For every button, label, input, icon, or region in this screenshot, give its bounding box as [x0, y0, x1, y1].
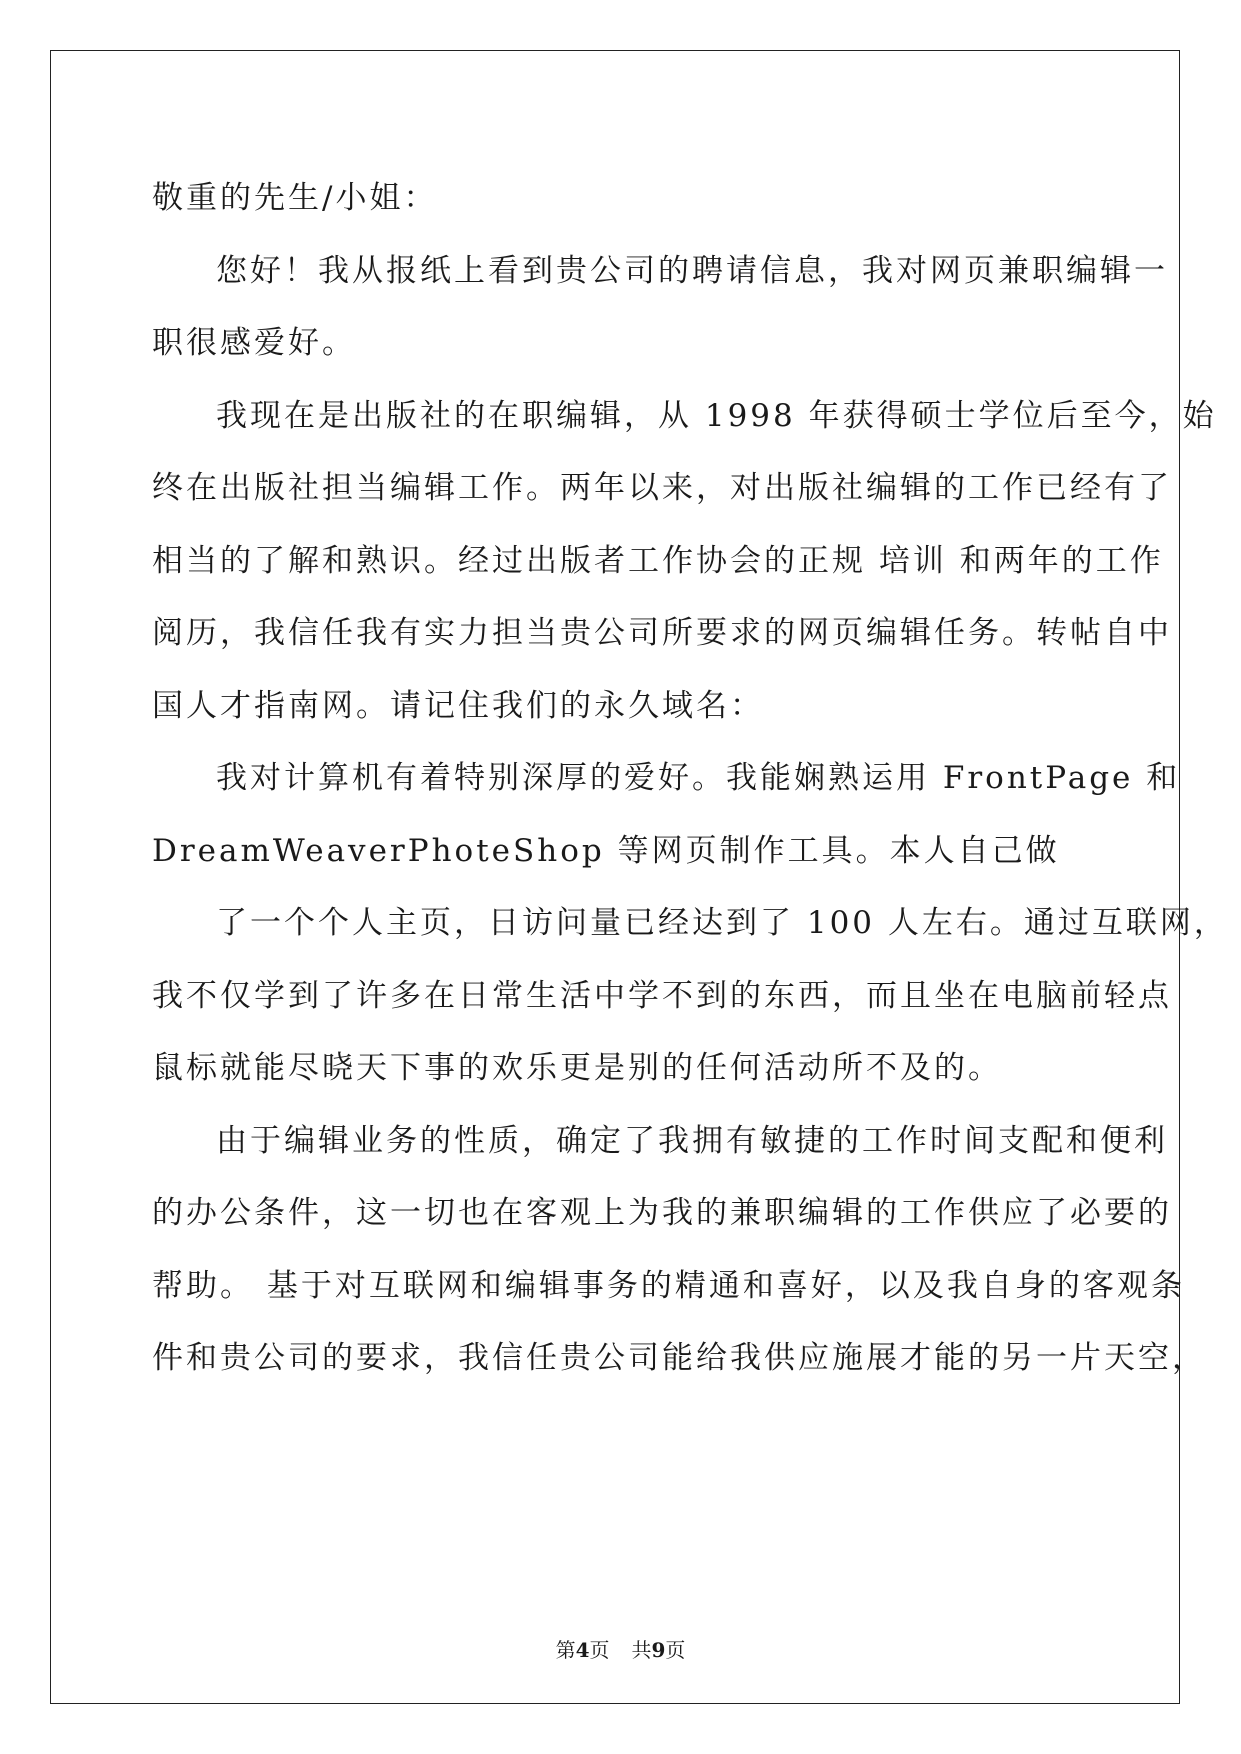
page-number: 4 [575, 1638, 590, 1662]
text-line: DreamWeaverPhoteShop 等网页制作工具。本人自己做 [152, 832, 1060, 869]
text-line: 相当的了解和熟识。经过出版者工作协会的正规 培训 和两年的工作 [152, 542, 1164, 579]
text-line: 我不仅学到了许多在日常生活中学不到的东西，而且坐在电脑前轻点 [152, 977, 1172, 1014]
text-line: 终在出版社担当编辑工作。两年以来，对出版社编辑的工作已经有了 [152, 470, 1172, 506]
page-suffix: 页 [589, 1638, 610, 1662]
text-line: 件和贵公司的要求，我信任贵公司能给我供应施展才能的另一片天空， [152, 1340, 1206, 1376]
text-line: 敬重的先生/小姐： [152, 180, 438, 216]
letter-body [152, 162, 1228, 1395]
text-line: 的办公条件，这一切也在客观上为我的兼职编辑的工作供应了必要的 [152, 1195, 1172, 1231]
text-line: 您好！我从报纸上看到贵公司的聘请信息，我对网页兼职编辑一 [216, 252, 1168, 289]
total-prefix: 共 [631, 1638, 652, 1662]
text-line: 职很感爱好。 [152, 325, 356, 361]
total-pages: 9 [651, 1638, 666, 1662]
text-line: 我对计算机有着特别深厚的爱好。我能娴熟运用 FrontPage 和 [216, 760, 1181, 796]
total-suffix: 页 [665, 1638, 686, 1662]
text-line: 鼠标就能尽晓天下事的欢乐更是别的任何活动所不及的。 [152, 1050, 1002, 1086]
page-prefix: 第 [555, 1638, 576, 1662]
text-line: 我现在是出版社的在职编辑，从 1998 年获得硕士学位后至今，始 [216, 397, 1217, 434]
text-line: 国人才指南网。请记住我们的永久域名： [152, 687, 764, 724]
text-line: 帮助。 基于对互联网和编辑事务的精通和喜好，以及我自身的客观条 [152, 1267, 1185, 1304]
page-footer [0, 1634, 1241, 1663]
text-line: 由于编辑业务的性质，确定了我拥有敏捷的工作时间支配和便利 [216, 1122, 1168, 1159]
text-line: 阅历，我信任我有实力担当贵公司所要求的网页编辑任务。转帖自中 [152, 615, 1172, 651]
text-line: 了一个个人主页，日访问量已经达到了 100 人左右。通过互联网， [216, 905, 1228, 941]
